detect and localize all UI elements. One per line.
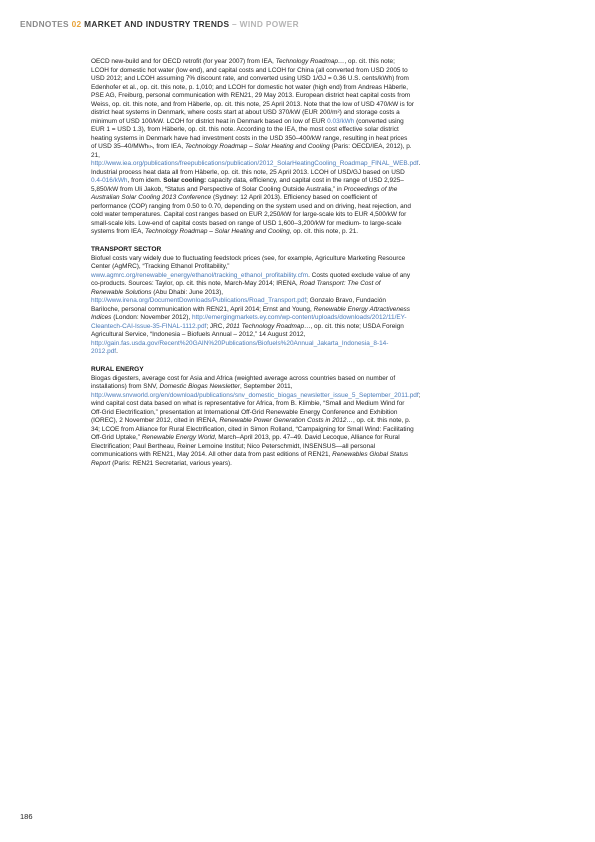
snv-biogas-link[interactable]: http://www.snvworld.org/en/download/publications/snv_domestic_biogas_newsletter_issue_5_September_2011.pdf <box>91 391 419 399</box>
text-run: Biogas digesters, average cost for Asia and Africa (weighted average across countries based on number of installations) from SNV, <box>91 374 396 390</box>
citation-title: Renewables Global Status Report <box>91 451 409 467</box>
irena-road-transport-link[interactable]: http://www.irena.org/DocumentDownloads/Publications/Road_Transport.pdf <box>91 297 307 304</box>
header-chapter-number: 02 <box>71 19 82 29</box>
header-section: MARKET AND INDUSTRY TRENDS <box>84 19 230 29</box>
citation-title: Technology Roadmap… <box>275 58 345 65</box>
header-subsection: WIND POWER <box>239 19 299 29</box>
rural-paragraph <box>91 374 421 469</box>
text-run: (converted using EUR 1 = USD 1.3), from Häberle, op. cit. this note. According to the IEA, the most cost effective solar district heating systems in Denmark have had investment costs in the USD 350–400/kW range, resulting in heat prices of USD 35–40/MWhₜₕ, from IEA, <box>91 117 408 150</box>
text-run: (Paris: REN21 Secretariat, various years). <box>110 459 232 467</box>
citation-title: Technology Roadmap – Solar Heating and Cooling <box>184 143 330 150</box>
header-dash: – <box>232 19 238 29</box>
citation-title: Proceedings of the Australian Solar Cooling 2013 Conference <box>91 185 398 201</box>
text-run: capacity data, efficiency, and capital cost in the range of USD 2,925–5,850/kW from Uli Jakob, “Status and Perspective of Solar Cooling Outside Australia,” in <box>91 177 404 193</box>
transport-paragraph <box>91 255 414 357</box>
text-run: (Abu Dhabi: June 2013), <box>151 288 224 296</box>
rural-energy-heading: RURAL ENERGY <box>91 365 144 373</box>
text-run: (Paris: OECD/IEA, 2012), p. 21, <box>91 143 412 159</box>
value-highlight: 0.4-016/kWh <box>91 177 128 184</box>
text-run: , op. cit. this note; LCOH for domestic hot water (low end), and capital costs and LCOH for China (all converted from USD 2005 to USD 2012; and LCOH assuming 7% discount rate, and converted using USD 1/GJ = 0.36 U.S. cents/kWh) from Edenhofer et al., op. cit. this note, p. 1,010; and LCOH for domestic hot water (high end) from Andreas Häberle, PSE AG, Freiburg, personal communication with REN21, 29 May 2013. European district heat capital costs from Weiss, op. cit. this note, and from Häberle, op. cit. this note, 25 April 2013. Note that the low of USD 470/kW is for district heat systems in Denmark, where costs start at about USD 370/kW (EUR 200/m²) and storage costs a minimum of USD 100/kW. LCOH for district heat in Denmark based on low of EUR <box>91 58 414 125</box>
text-run: OECD new-build and for OECD retrofit (for year 2007) from IEA, <box>91 58 274 65</box>
citation-title: Renewable Power Generation Costs in 2012… <box>219 417 353 424</box>
agmrc-link[interactable]: www.agmrc.org/renewable_energy/ethanol/tracking_ethanol_profitability.cfm <box>91 271 309 279</box>
running-header <box>20 19 299 29</box>
text-run: ; Gonzalo Bravo, Fundación Bariloche, personal communication with REN21, April 2014; Ernst and Young, <box>91 297 386 313</box>
usda-gain-link[interactable]: http://gain.fas.usda.gov/Recent%20GAIN%20Publications/Biofuels%20Annual_Jakarta_Indonesia_8-14-2012.pdf <box>91 339 389 355</box>
text-run: , op. cit. this note, p. 21. <box>289 228 359 235</box>
text-run: …, op. cit. this note; USDA Foreign Agricultural Service, “Indonesia – Biofuels Annual – 2012,” 14 August 2012, <box>91 322 404 338</box>
text-run: , March–April 2013, pp. 47–49. David Lecoque, Alliance for Rural Electrification; Paul Bertheau, Reiner Lemoine Institut; Nico Peterschmidt, INSENSUS—all personal communications with REN21, May 2014. All other data from past editions of REN21, <box>91 434 400 458</box>
text-run: . <box>116 348 118 355</box>
transport-sector-heading: TRANSPORT SECTOR <box>91 245 162 253</box>
citation-title: Renewable Energy World <box>141 434 215 441</box>
text-run: , from idem. <box>127 177 164 184</box>
citation-title: Road Transport: The Cost of Renewable Solutions <box>91 280 381 296</box>
citation-title: Renewable Energy Attractiveness Indices <box>91 305 410 321</box>
citation-title: Domestic Biogas Newsletter <box>159 383 240 390</box>
text-run: ; JRC, <box>206 322 227 330</box>
text-run: (Sydney: 12 April 2013). Efficiency based on coefficient of performance (COP) ranging from 0.50 to 0.70, depending on the system used and on driving, heat rejection, and cold water temperatures. Capital cost ranges based on EUR 2,250/kW for large-scale kits to EUR 4,500/kW for small-scale kits. Low-end of capital costs based on range of USD 1,600–3,200/kW for medium- to large-scale systems from IEA, <box>91 194 411 235</box>
heating-cost-paragraph <box>91 58 421 237</box>
endnotes-body <box>91 58 421 468</box>
text-run: (London: November 2012), <box>111 314 192 321</box>
text-run: , September 2011, <box>239 383 293 390</box>
text-run: , op. cit. this note, p. 34; LCOE from Alliance for Rural Electrification, cited in Simon Rolland, “Campaigning for Small Wind: Facilitating Off-Grid Uptake,” <box>91 417 414 441</box>
text-run: Biofuel costs vary widely due to fluctuating feedstock prices (see, for example, Agriculture Marketing Resource Center (AgMRC), “Tracking Ethanol Profitability,” <box>91 254 406 270</box>
header-endnotes: ENDNOTES <box>20 19 69 29</box>
text-run: ; wind capital cost data based on what is representative for Africa, from B. Klimbie, “Small and Medium Wind for Off-Grid Electrification,” presentation at International Off-Grid Renewable Energy Conference and Exhibition (IOREC), 2 November 2012, cited in IRENA, <box>91 391 421 424</box>
value-highlight: 0.03/kWh <box>327 117 355 125</box>
ey-cleantech-link[interactable]: http://emergingmarkets.ey.com/wp-content/uploads/downloads/2012/11/EY-Cleantech-CAI-Issue-35-FINAL-1112.pdf <box>91 314 407 330</box>
text-run: . Costs quoted exclude value of any co-products. Sources: Taylor, op. cit. this note, March-May 2014; IRENA, <box>91 271 411 287</box>
citation-title: 2011 Technology Roadmap <box>226 322 305 330</box>
citation-title: Technology Roadmap – Solar Heating and Cooling <box>145 228 290 235</box>
text-run: . Industrial process heat data all from Häberle, op. cit. this note, 25 April 2013. LCOH of USD/GJ based on USD <box>91 160 421 176</box>
solar-cooling-label: Solar cooling: <box>163 177 207 184</box>
iea-roadmap-link[interactable]: http://www.iea.org/publications/freepublications/publication/2012_SolarHeatingCooling_Roadmap_FINAL_WEB.pdf <box>91 160 419 167</box>
page-number: 186 <box>20 812 33 821</box>
